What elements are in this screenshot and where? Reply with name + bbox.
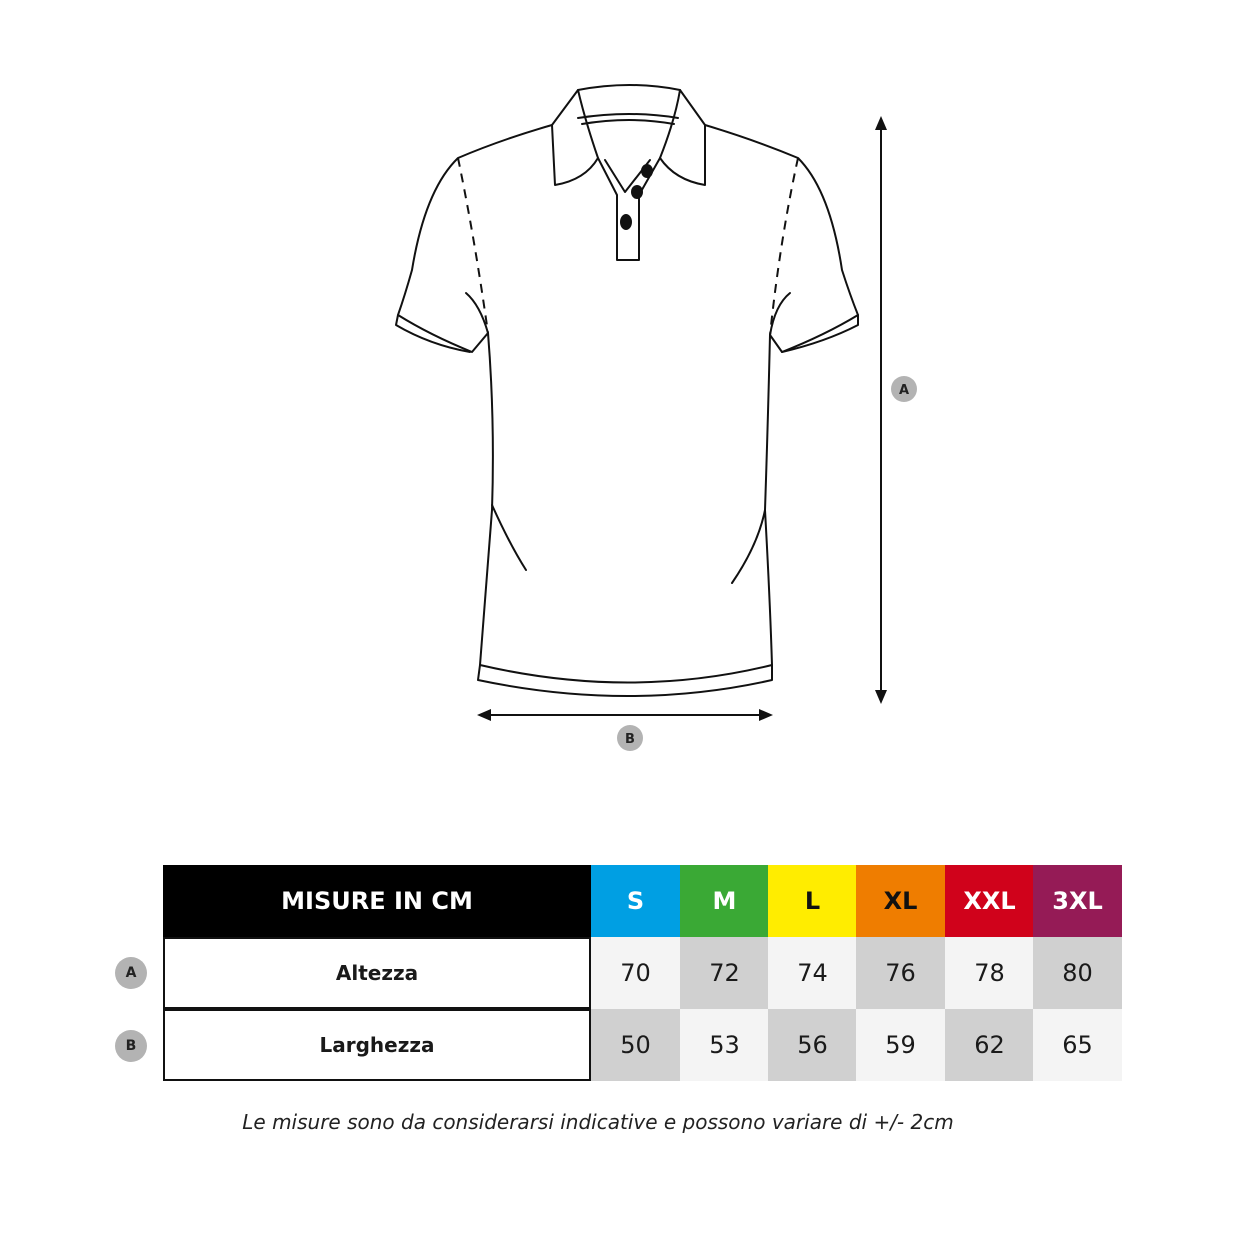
cell-value: 59 [856,1009,945,1081]
size-header-3xl: 3XL [1033,865,1122,937]
height-arrow [875,116,887,704]
size-header-s: S [591,865,680,937]
button-icon [641,164,653,178]
svg-text:B: B [625,732,635,747]
height-badge [891,376,917,402]
row-label-larghezza: Larghezza [163,1009,591,1081]
table-header-label: MISURE IN CM [163,865,591,937]
placket-buttons [620,164,653,230]
cell-value: 76 [856,937,945,1009]
row-label-altezza: Altezza [163,937,591,1009]
polo-shirt-outline [396,85,858,696]
cell-value: 74 [768,937,857,1009]
cell-value: 78 [945,937,1034,1009]
width-badge [617,725,643,751]
footnote: Le misure sono da considerarsi indicative e possono variare di +/- 2cm [242,1110,954,1134]
width-arrow [477,709,773,721]
cell-value: 53 [680,1009,769,1081]
size-header-xl: XL [856,865,945,937]
cell-value: 80 [1033,937,1122,1009]
cell-value: 70 [591,937,680,1009]
size-header-xxl: XXL [945,865,1034,937]
size-header-l: L [768,865,857,937]
svg-text:A: A [898,383,910,398]
size-header-m: M [680,865,769,937]
button-icon [620,214,632,230]
row-badge-b: B [115,1030,147,1062]
cell-value: 65 [1033,1009,1122,1081]
cell-value: 56 [768,1009,857,1081]
row-badge-a: A [115,957,147,989]
sleeve-seams [458,158,798,335]
cell-value: 72 [680,937,769,1009]
cell-value: 50 [591,1009,680,1081]
cell-value: 62 [945,1009,1034,1081]
button-icon [631,185,643,199]
